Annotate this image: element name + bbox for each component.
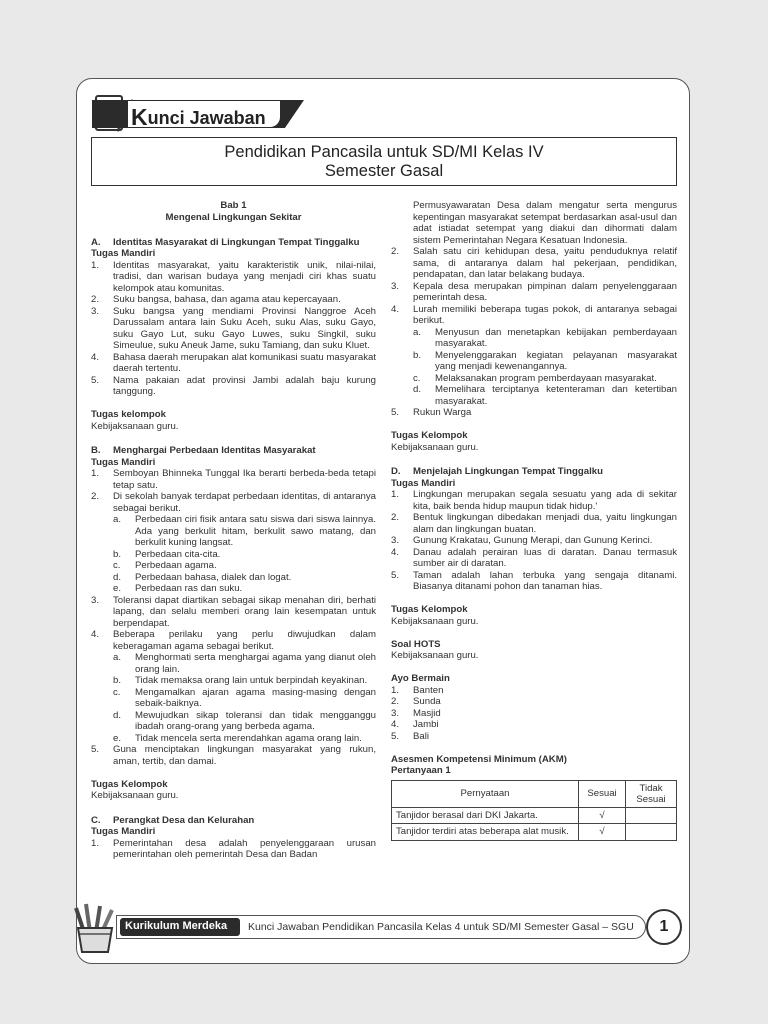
list-item: 1. Identitas masyarakat, yaitu karakteristik unik, nilai-nilai, tradisi, dan warisan budaya yang menjadi ciri khas suatu kelompok atau komunitas. (91, 259, 376, 294)
list-item: 3. Masjid (391, 707, 441, 719)
table-cell (626, 824, 677, 841)
sub-item: a. Menyusun dan menetapkan kebijakan pemberdayaan masyarakat. (413, 326, 677, 349)
list-item: 2. Sunda (391, 696, 441, 707)
list-item: 3. Suku bangsa yang mendiami Provinsi Nanggroe Aceh Darussalam antara lain Suku Aceh, suku Alas, suku Gayo, suku Gayo Lut, suku Gayo Luwes, suku Singkil, suku Simeulue, suku Aneuk Jame, suku Tamiang, dan suku Kluet. (91, 305, 376, 351)
table-row (392, 807, 677, 824)
table-cell: Tanjidor terdiri atas beberapa alat musik. (392, 824, 579, 841)
sub-item: d. Memelihara terciptanya ketenteraman dan ketertiban masyarakat. (413, 384, 677, 407)
group-task-heading: Tugas Kelompok (391, 604, 468, 615)
sub-item: a. Perbedaan ciri fisik antara satu siswa dari siswa lainnya. Ada yang berkulit hitam, berkulit sawo matang, dan berkulit kuning langsat. (113, 514, 376, 548)
ayo-bermain-heading: Ayo Bermain (391, 673, 450, 684)
section-b-subheading: Tugas Mandiri (91, 456, 156, 468)
table-header: Sesuai (579, 780, 626, 807)
list-item: 4. Lurah memiliki beberapa tugas pokok, di antaranya sebagai berikut. (391, 303, 677, 326)
list-item: 5. Rukun Warga (391, 407, 472, 418)
table-header: Pernyataan (392, 780, 579, 807)
sub-item: b. Menyelenggarakan kegiatan pelayanan masyarakat yang menjadi kewenangannya. (413, 349, 677, 372)
sub-item: c. Perbedaan agama. (113, 560, 217, 571)
footer-text: Kunci Jawaban Pendidikan Pancasila Kelas 4 untuk SD/MI Semester Gasal – SGU (248, 921, 634, 933)
group-task-heading: Tugas Kelompok (391, 430, 468, 441)
right-column (391, 200, 677, 841)
list-item: 2. Salah satu ciri kehidupan desa, yaitu penduduknya relatif sama, di antaranya dalam hal pekerjaan, pendidikan, pendapatan, dan latar belakang budaya. (391, 246, 677, 280)
sub-item: d. Perbedaan bahasa, dialek dan logat. (113, 571, 292, 583)
table-cell (626, 807, 677, 824)
akm-heading: Asesmen Kompetensi Minimum (AKM) (391, 753, 567, 765)
header-label-initial: K (131, 104, 148, 130)
section-c-subheading: Tugas Mandiri (91, 826, 156, 837)
list-item: 4. Bahasa daerah merupakan alat komunikasi suatu masyarakat daerah tertentu. (91, 351, 376, 374)
table-header: Tidak Sesuai (626, 780, 677, 807)
header-label-rest: unci Jawaban (147, 108, 266, 128)
akm-question-label: Pertanyaan 1 (391, 765, 451, 776)
list-item: 3. Toleransi dapat diartikan sebagai sikap menahan diri, berhati lapang, dan selalu memberi orang lain kesempatan untuk berpendapat. (91, 594, 376, 629)
table-cell: √ (579, 807, 626, 824)
list-item: 2. Suku bangsa, bahasa, dan agama atau kepercayaan. (91, 294, 341, 305)
list-item: 4. Jambi (391, 719, 439, 730)
list-item: 1. Banten (391, 684, 444, 696)
list-item: 4. Beberapa perilaku yang perlu diwujudkan dalam keberagaman agama sebagai berikut. (91, 629, 376, 652)
section-a-heading: A. Identitas Masyarakat di Lingkungan Tempat Tinggalku (91, 236, 360, 248)
list-item: 5. Guna menciptakan lingkungan masyarakat yang rukun, aman, tertib, dan damai. (91, 744, 376, 767)
list-item: 1. Pemerintahan desa adalah penyelenggaraan urusan pemerintahan oleh pemerintah Desa dan Badan (91, 837, 376, 860)
list-item: 2. Bentuk lingkungan dibedakan menjadi dua, yaitu lingkungan alam dan lingkungan buatan. (391, 512, 677, 535)
sub-item: d. Mewujudkan sikap toleransi dan tidak mengganggu ibadah orang-orang yang berbeda agama. (113, 709, 376, 732)
table-cell: Tanjidor berasal dari DKI Jakarta. (392, 807, 579, 824)
page-number: 1 (646, 909, 682, 945)
sub-item: e. Tidak mencela serta merendahkan agama orang lain. (113, 732, 362, 744)
sub-item: c. Melaksanakan program pemberdayaan masyarakat. (413, 372, 657, 384)
page-title: Pendidikan Pancasila untuk SD/MI Kelas IV (224, 143, 544, 161)
group-task-text: Kebijaksanaan guru. (91, 790, 179, 801)
list-item: 3. Gunung Krakatau, Gunung Merapi, dan Gunung Kerinci. (391, 535, 653, 546)
list-item: 4. Danau adalah perairan luas di daratan. Danau termasuk sumber air di daratan. (391, 546, 677, 569)
header-label (128, 101, 280, 130)
continued-text: Permusyawaratan Desa dalam mengatur serta mengurus kepentingan masyarakat setempat berdasarkan asal-usul dan adat istiadat setempat yang diakui dan dihormati dalam sistem Pemerintahan Negara Kesatuan Indonesia. (413, 200, 677, 246)
list-item: 5. Bali (391, 730, 429, 742)
table-row (392, 824, 677, 841)
section-d-heading: D. Menjelajah Lingkungan Tempat Tinggalku (391, 466, 603, 477)
group-task-heading: Tugas Kelompok (91, 778, 168, 790)
footer-badge: Kurikulum Merdeka (120, 918, 240, 936)
hots-heading: Soal HOTS (391, 638, 441, 650)
list-item: 1. Semboyan Bhinneka Tunggal Ika berarti berbeda-beda tetapi tetap satu. (91, 468, 376, 491)
group-task-text: Kebijaksanaan guru. (391, 441, 479, 453)
chapter-number: Bab 1 (220, 200, 247, 211)
section-a-subheading: Tugas Mandiri (91, 248, 156, 259)
hots-text: Kebijaksanaan guru. (391, 650, 479, 661)
list-item: 3. Kepala desa merupakan pimpinan dalam penyelenggaraan pemerintah desa. (391, 280, 677, 303)
sub-item: b. Perbedaan cita-cita. (113, 548, 221, 560)
left-column (91, 200, 376, 861)
table-header-row (392, 780, 677, 807)
group-task-text: Kebijaksanaan guru. (91, 420, 179, 432)
sub-item: b. Tidak memaksa orang lain untuk berpindah keyakinan. (113, 675, 368, 686)
list-item: 1. Lingkungan merupakan segala sesuatu yang ada di sekitar kita, baik benda hidup maupun tidak hidup.' (391, 489, 677, 512)
sub-item: a. Menghormati serta menghargai agama yang dianut oleh orang lain. (113, 652, 376, 675)
pencil-cup-icon (70, 902, 120, 954)
group-task-heading: Tugas kelompok (91, 409, 166, 420)
akm-table (391, 780, 677, 841)
list-item: 5. Taman adalah lahan terbuka yang sengaja ditanami. Biasanya ditanami pohon dan tanaman hias. (391, 569, 677, 592)
group-task-text: Kebijaksanaan guru. (391, 615, 479, 627)
chapter-title: Mengenal Lingkungan Sekitar (165, 211, 302, 223)
section-c-heading: C. Perangkat Desa dan Kelurahan (91, 814, 255, 826)
title-box (91, 137, 677, 186)
page-subtitle: Semester Gasal (324, 162, 444, 180)
sub-item: c. Mengamalkan ajaran agama masing-masing dengan sebaik-baiknya. (113, 686, 376, 709)
section-d-subheading: Tugas Mandiri (391, 477, 456, 489)
table-cell: √ (579, 824, 626, 841)
section-b-heading: B. Menghargai Perbedaan Identitas Masyarakat (91, 445, 316, 456)
list-item: 2. Di sekolah banyak terdapat perbedaan identitas, di antaranya sebagai berikut. (91, 491, 376, 514)
sub-item: e. Perbedaan ras dan suku. (113, 583, 243, 594)
list-item: 5. Nama pakaian adat provinsi Jambi adalah baju kurung tanggung. (91, 374, 376, 397)
